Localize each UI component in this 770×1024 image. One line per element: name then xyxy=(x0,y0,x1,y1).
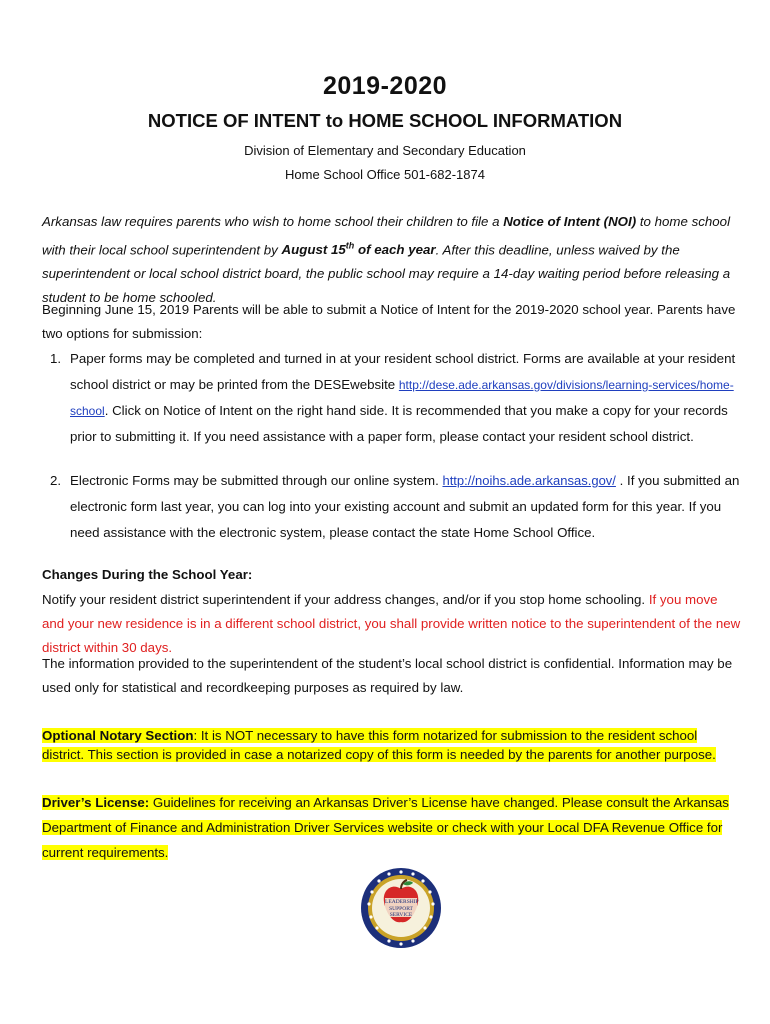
intro-text-3: . After this deadline, unless waived by the superintendent or local school district board, the public school may require a 14-day waiting period before releasing a student to be home schooled. xyxy=(42,242,731,306)
option-1-text-after: . Click on Notice of Intent on the right hand side. It is recommended that you make a copy for your records prior to submitting it. If you need assistance with a paper form, please contact your resident school district. xyxy=(70,403,728,444)
option-2-text: Electronic Forms may be submitted through our online system. xyxy=(70,473,443,488)
intro-deadline-tail: of each year xyxy=(354,242,436,258)
beginning-paragraph: Beginning June 15, 2019 Parents will be able to submit a Notice of Intent for the 2019-2020 school year. Parents have two options for submission: xyxy=(42,302,736,341)
intro-deadline-sup: th xyxy=(345,241,355,251)
drivers-license-heading: Driver’s License: xyxy=(42,795,150,810)
changes-text: Notify your resident district superintendent if your address changes, and/or if you stop home schooling. xyxy=(42,592,649,607)
intro-text-2: to home school with their local school superintendent by xyxy=(42,214,731,258)
division-name: Division of Elementary and Secondary Education xyxy=(244,143,526,158)
confidential-paragraph: The information provided to the superintendent of the student’s local school district is confidential. Information may be used only for statistical and recordkeeping purposes as required by law. xyxy=(42,656,733,695)
option-1-number: 1. xyxy=(50,351,62,366)
seal-line-3: SERVICE xyxy=(389,912,413,918)
intro-noi: Notice of Intent (NOI) xyxy=(503,214,637,229)
leadership-seal-logo xyxy=(360,856,442,964)
office-phone: Home School Office 501-682-1874 xyxy=(285,167,485,182)
changes-heading: Changes During the School Year: xyxy=(42,567,253,582)
seal-line-2: SUPPORT xyxy=(389,905,413,912)
noihs-link[interactable]: http://noihs.ade.arkansas.gov/ xyxy=(442,473,616,488)
changes-paragraph xyxy=(42,588,742,660)
option-1 xyxy=(50,346,740,450)
option-2-text-after: . If you submitted an electronic form last year, you can log into your existing account and submit an updated form for this year. If you need assistance with the electronic system, please contact the state Home School Office. xyxy=(70,473,740,540)
seal-text xyxy=(385,899,417,919)
intro-deadline: August 15 xyxy=(281,242,346,258)
intro-text-1: Arkansas law requires parents who wish to home school their children to file a xyxy=(42,214,504,229)
drivers-license-text: Guidelines for receiving an Arkansas Driver’s License have changed. Please consult the Arkansas Department of Finance and Administration Driver Services website or check with your Local DFA Revenue Office for current requirements. xyxy=(42,795,729,860)
notary-heading: Optional Notary Section xyxy=(42,728,194,743)
drivers-license-paragraph xyxy=(42,790,742,865)
option-1-text: Paper forms may be completed and turned in at your resident school district. Forms are available at your resident school district or may be printed from the DESEwebsite xyxy=(70,351,736,392)
document-year: 2019-2020 xyxy=(322,72,448,100)
intro-paragraph xyxy=(42,210,742,310)
dese-website-link[interactable]: http://dese.ade.arkansas.gov/divisions/learning-services/home-school xyxy=(70,378,734,418)
changes-red-text: If you move and your new residence is in a different school district, you shall provide written notice to the superintendent of the new district within 30 days. xyxy=(42,592,741,655)
seal-line-1: LEADERSHIP xyxy=(385,899,419,905)
document-title: NOTICE OF INTENT to HOME SCHOOL INFORMATION xyxy=(147,110,623,131)
option-2-number: 2. xyxy=(50,473,62,488)
notary-text: : It is NOT necessary to have this form notarized for submission to the resident school district. This section is provided in case a notarized copy of this form is needed by the parents for another purpose. xyxy=(42,728,716,762)
option-2 xyxy=(50,468,740,546)
notary-paragraph xyxy=(42,726,742,764)
